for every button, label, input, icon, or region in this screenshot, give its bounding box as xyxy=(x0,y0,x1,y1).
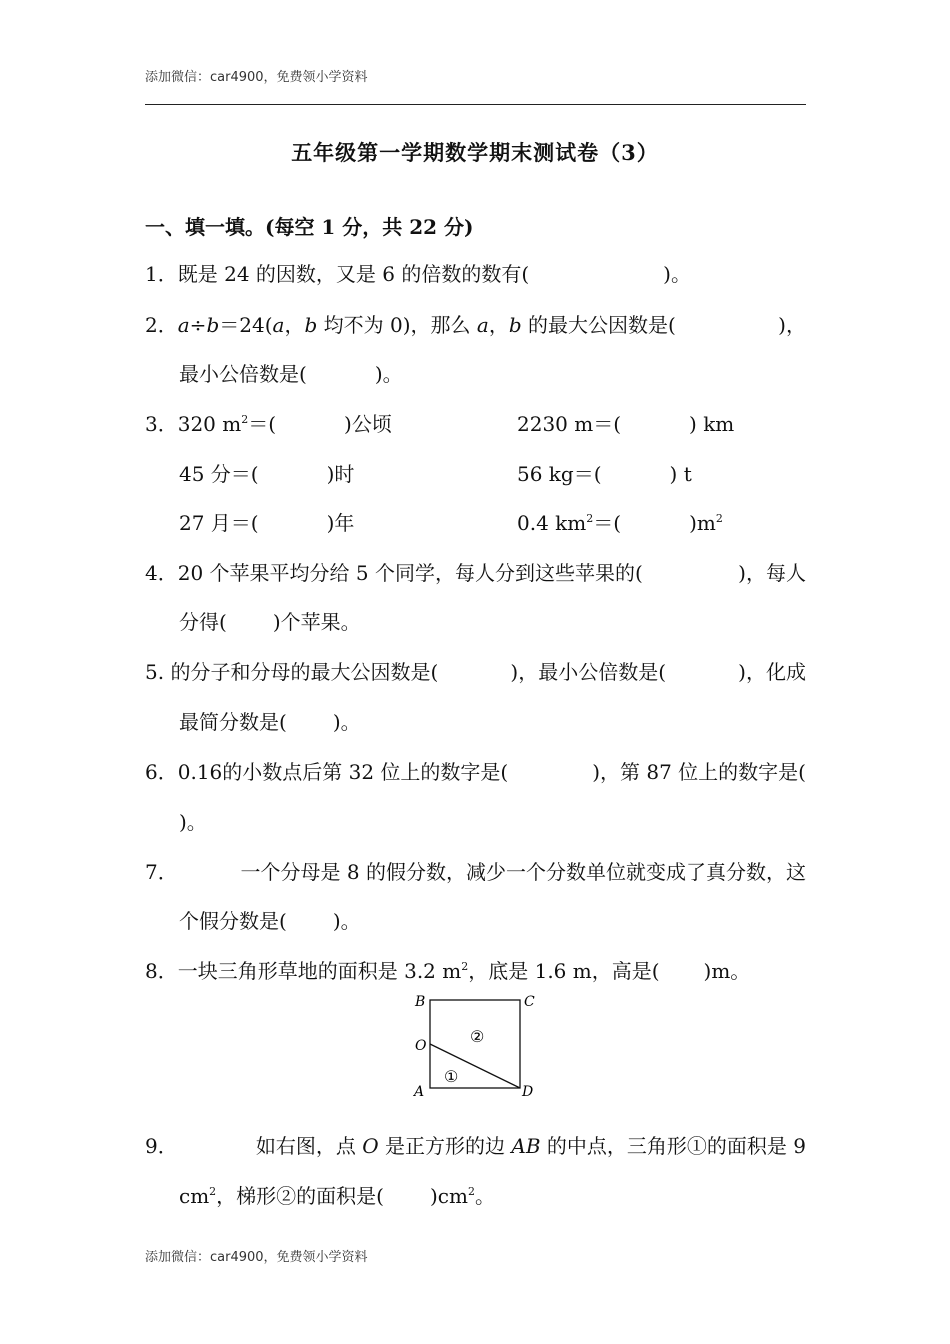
question-3-item-2: 2230 m＝( ) km xyxy=(517,412,735,436)
question-number: 2． xyxy=(145,313,178,337)
question-9-line-2: $cm^2$，梯形②的面积是( )$cm^2$。 xyxy=(179,1184,495,1208)
question-3-item-5: 27 月＝( )年 xyxy=(179,511,355,535)
label-c: C xyxy=(524,994,535,1010)
header-rule xyxy=(145,104,806,105)
question-2-line-2: 最小公倍数是( )。 xyxy=(179,362,403,386)
question-text: 既是 24 的因数，又是 6 的倍数的数有( xyxy=(177,262,530,286)
page-title: 五年级第一学期数学期末测试卷（3） xyxy=(291,140,659,165)
answer-blank[interactable] xyxy=(667,559,713,587)
answer-blank[interactable] xyxy=(451,658,497,686)
question-5-line-2: 最简分数是( )。 xyxy=(179,710,361,734)
question-3-item-4: 56 kg＝( ) t xyxy=(517,462,692,486)
question-number: 3． xyxy=(145,412,178,436)
label-a: A xyxy=(414,1084,425,1100)
page-footer: 添加微信：car4900，免费领小学资料 xyxy=(145,1250,368,1265)
question-number: 9． xyxy=(145,1134,178,1158)
question-1 xyxy=(145,260,691,288)
question-7-line-2: 个假分数是( )。 xyxy=(179,909,361,933)
question-number: 7． xyxy=(145,860,178,884)
answer-blank[interactable] xyxy=(527,758,573,786)
page-header: 添加微信：car4900，免费领小学资料 xyxy=(145,70,368,85)
question-7: 7． 一个分母是 8 的假分数，减少一个分数单位就变成了真分数，这 xyxy=(145,860,806,884)
question-number: 8． xyxy=(145,959,178,983)
region-2-label: ② xyxy=(470,1027,485,1046)
question-6: 6．0.16的小数点后第 32 位上的数字是( )，第 87 位上的数字是( xyxy=(145,760,806,784)
answer-blank[interactable] xyxy=(693,311,761,339)
question-4-line-2: 分得( )个苹果。 xyxy=(179,610,361,634)
question-8: 8．一块三角形草地的面积是 3.2 $m^2$，底是 1.6 m，高是( )m。 xyxy=(145,959,751,983)
question-5: 5. 的分子和分母的最大公因数是( )，最小公倍数是( )，化成 xyxy=(145,660,806,684)
question-9: 9． 如右图，点 O 是正方形的边 AB 的中点，三角形①的面积是 9 xyxy=(145,1134,806,1158)
label-o: O xyxy=(415,1038,427,1054)
question-number: 1． xyxy=(145,262,178,286)
region-1-label: ① xyxy=(444,1067,459,1086)
section-heading: 一、填一填。(每空 1 分，共 22 分) xyxy=(145,215,474,239)
question-3: 3．320 $m^2=$( )公顷 xyxy=(145,412,392,436)
question-number: 4． xyxy=(145,561,178,585)
question-4: 4．20 个苹果平均分给 5 个同学，每人分到这些苹果的( )，每人 xyxy=(145,561,806,585)
question-text: )。 xyxy=(663,262,691,286)
question-2: 2．a÷b＝24(a，b 均不为 0)，那么 a，b 的最大公因数是( )， xyxy=(145,313,806,337)
label-d: D xyxy=(522,1084,534,1100)
question-3-item-3: 45 分＝( )时 xyxy=(179,462,355,486)
question-3-item-6: 0.4 $km^2=$( )$m^2$ xyxy=(517,511,723,535)
label-b: B xyxy=(415,994,426,1010)
answer-blank[interactable] xyxy=(679,658,725,686)
question-number: 6． xyxy=(145,760,178,784)
question-6-line-2: )。 xyxy=(179,810,207,834)
square-figure xyxy=(410,990,550,1102)
